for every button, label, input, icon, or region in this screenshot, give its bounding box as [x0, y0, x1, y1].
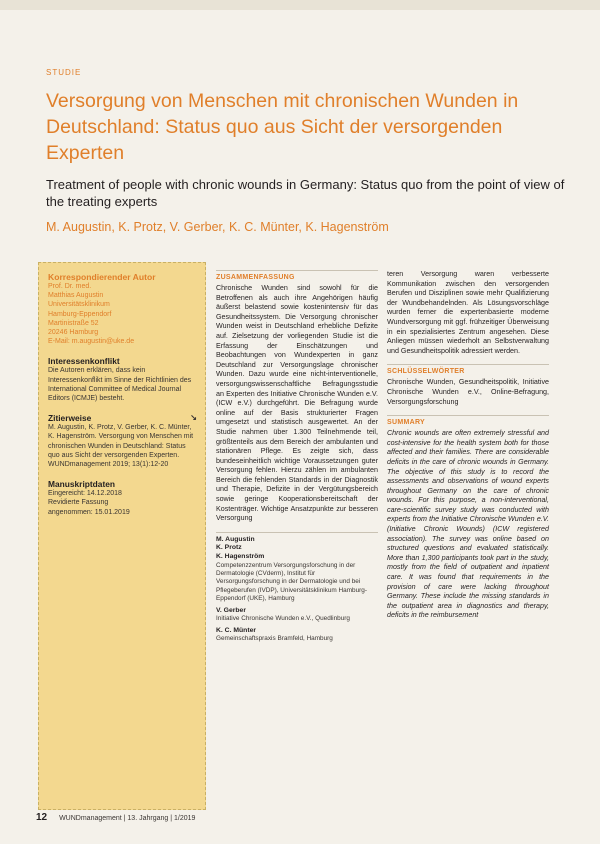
page-number: 12	[36, 812, 48, 823]
correspondence-line: Prof. Dr. med.	[48, 283, 92, 290]
citation-text: M. Augustin, K. Protz, V. Gerber, K. C. Münter, K. Hagenström. Versorgung von Menschen mit chronischen Wunden in Deutschland: Status quo aus Sicht der versorgenden Experten. WUNDmanagement 2019; 13(1):12-20	[48, 424, 194, 469]
manuscript-line: angenommen: 15.01.2019	[48, 508, 130, 516]
affiliation-text: Initiative Chronische Wunden e.V., Quedlinburg	[216, 615, 350, 623]
correspondence-email[interactable]: E-Mail: m.augustin@uke.de	[48, 338, 135, 346]
correspondence-block	[48, 282, 197, 346]
top-rule	[0, 0, 600, 10]
arrow-icon: ↘	[190, 413, 197, 423]
affiliations	[216, 532, 378, 644]
keywords-heading: SCHLÜSSELWÖRTER	[387, 364, 549, 376]
info-sidebar	[38, 262, 206, 810]
column-german-abstract	[216, 270, 378, 644]
column-keywords-summary	[387, 270, 549, 621]
citation-heading: Zitierweise ↘	[48, 413, 197, 424]
article-subtitle: Treatment of people with chronic wounds in Germany: Status quo from the point of view of the treating experts	[46, 177, 565, 209]
affiliation-author: K. Protz	[216, 544, 242, 552]
section-label: STUDIE	[46, 68, 82, 77]
manuscript-heading: Manuskriptdaten	[48, 479, 116, 490]
page-footer	[36, 812, 566, 823]
correspondence-heading: Korrespondierender Autor	[48, 272, 156, 282]
summary-heading: ZUSAMMENFASSUNG	[216, 270, 378, 282]
author-list: M. Augustin, K. Protz, V. Gerber, K. C. Münter, K. Hagenström	[46, 220, 389, 234]
conflict-text: Die Autoren erklären, dass kein Interessenkonflikt im Sinne der Richtlinien des International Committee of Medical Journal Editors (ICMJE) besteht.	[48, 367, 192, 403]
summary-text: Chronische Wunden sind sowohl für die Betroffenen als auch ihre Angehörigen häufig äußerst belastend sowie kostenintensiv für das Gesundheitssystem. Die Versorgung chronischer Wunden weist in Deutschland erhebliche Defizite auf. Zielsetzung der vorliegenden Studie ist die Erfassung der Einschätzungen und Beobachtungen von Wundexperten in ganz Deutschland zur Versorgungslage chronischer Wunden. Dazu wurde eine nicht-interventionelle, versorgungswissenschaftliche Befragungsstudie an Experten des Initiative Chronische Wunden e.V. (ICW e.V.) durchgeführt. Die Befragung wurde online auf der Basis strukturierter Fragen umgesetzt und statistisch ausgewertet. An der Studie nahmen über 1.300 Teilnehmende teil, größtenteils aus dem Bereich der ambulanten und stationären Pflege. Es zeigte sich, dass bundeseinheitlich wichtige Voraussetzungen guter Versorgung fehlen. Hierzu zählen im ambulanten Bereich die fehlenden Standards in der Diagnostik und Therapie, Defizite in der Vergütungsbereich sowie geringe Kooperationsbereitschaft der Kostenträger. Wichtige Ansatzpunkte zur besseren Versorgung	[216, 284, 378, 523]
affiliation-author: M. Augustin	[216, 535, 255, 543]
summary-en-text: Chronic wounds are often extremely stressful and cost-intensive for the health system both for those affected and their families. There are considerable deficits in the care of chronic wounds in Germany. The objective of this study is to record the assessments and observations of wound experts throughout Germany on the care of chronic wounds. For this purpose, a non-interventional, care-scientific survey study was conducted with experts from the Initiative Chronische Wunden e.V. (Initiative Chronic Wounds) (ICW registered association). The survey was online based on structured questions and evaluated statistically. More than 1,300 participants took part in the study, mostly from the field of outpatient and inpatient care. It was found that requirements in the provision of care were lacking throughout Germany. These include the missing standards in the outpatient area in diagnostics and therapy, deficits in the reimbursement	[387, 429, 549, 620]
journal-info: WUNDmanagement | 13. Jahrgang | 1/2019	[59, 815, 196, 822]
manuscript-line: Revidierte Fassung	[48, 499, 109, 507]
conflict-heading: Interessenkonflikt	[48, 356, 120, 367]
correspondence-line: Universitätsklinikum	[48, 301, 110, 309]
summary-continued-text: teren Versorgung waren verbesserte Kommunikation zwischen den versorgenden Berufen und Disziplinen sowie mehr Qualifizierung der Wundbehandelnden. Als Lösungsvorschläge wurden ferner die expertenbasierte moderne Wundversorgung mit ggf. frühzeitiger Überweisung in ein spezialisiertes Zentrum angesehen. Diese Anliegen müssen wiederholt an Selbstverwaltung und Gesundheitspolitik adressiert werden.	[387, 270, 549, 355]
affiliation-text: Gemeinschaftspraxis Bramfeld, Hamburg	[216, 635, 333, 643]
manuscript-line: Eingereicht: 14.12.2018	[48, 490, 122, 498]
article-title: Versorgung von Menschen mit chronischen Wunden in Deutschland: Status quo aus Sicht der versorgenden Experten	[46, 90, 519, 164]
affiliation-author: V. Gerber	[216, 606, 246, 614]
affiliation-author: K. C. Münter	[216, 626, 257, 634]
summary-en-heading: SUMMARY	[387, 415, 549, 427]
affiliation-author: K. Hagenström	[216, 553, 265, 561]
correspondence-line: 20246 Hamburg	[48, 329, 99, 337]
correspondence-line: Martinistraße 52	[48, 319, 99, 327]
correspondence-line: Matthias Augustin	[48, 292, 104, 300]
keywords-text: Chronische Wunden, Gesundheitspolitik, Initiative Chronische Wunden e.V., Online-Befragung, Versorgungsforschung	[387, 378, 549, 406]
affiliation-text: Competenzzentrum Versorgungsforschung in der Dermatologie (CVderm), Institut für Versorgungsforschung in der Dermatologie und bei Pflegeberufen (IVDP), Universitätsklinikum Hamburg-Eppendorf (UKE), Hamburg	[216, 561, 367, 603]
correspondence-line: Hamburg-Eppendorf	[48, 310, 112, 318]
